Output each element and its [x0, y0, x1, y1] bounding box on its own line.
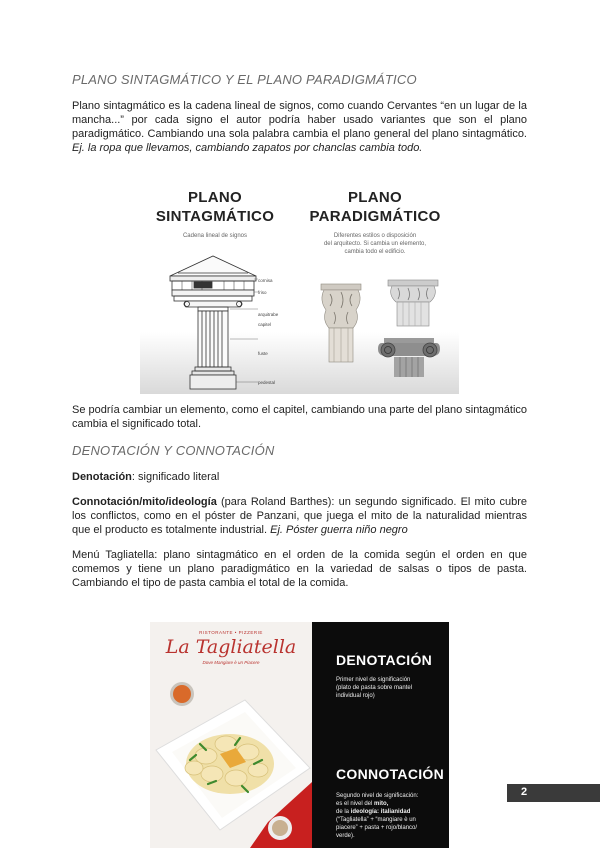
section-heading-denotacion: DENOTACIÓN Y CONNOTACIÓN [72, 443, 275, 458]
term-connotacion: Connotación/mito/ideología [72, 496, 217, 508]
page-number-badge [507, 784, 600, 802]
label-pedestal: pedestal [258, 380, 276, 385]
paragraph-text: Plano sintagmático es la cadena lineal de signos, como cuando Cervantes “en un lugar de la mancha...” por cada signo el autor podría haber usado variantes que son el plano paradigmático. Cambiando una sola palabra cambia el plano general del plano sintagmático. [72, 100, 527, 140]
fig1-left-title: PLANO SINTAGMÁTICO [155, 189, 275, 225]
connotacion-label: CONNOTACIÓN [336, 766, 445, 782]
brand-slogan: Dove Mangiare è un Piacere [202, 660, 260, 665]
label-cornisa: cornisa [258, 278, 273, 283]
corinthian-capital-image [318, 280, 364, 366]
connotacion-definition: (para Roland Barthes): un segundo significado. El mito cubre los conflictos, como en el póster de Panzani, que juega el mito de la naturalidad mientras que el producto es totalmente industrial. [72, 496, 527, 536]
label-capitel: capitel [258, 322, 272, 327]
fig1-right-subtitle: Diferentes estilos o disposición del arquitecto. Si cambia un elemento, cambia todo el edificio. [323, 233, 427, 255]
figure-planos [140, 180, 459, 394]
term-denotacion: Denotación [72, 471, 132, 483]
tagliatella-ad-image [150, 622, 312, 848]
brand-tagline-top: RISTORANTE • PIZZERIE [199, 630, 263, 635]
connotacion-description: Segundo nivel de significación: es el nivel del mito, de la ideología: italianidad (“Tagliatella” + “mangiare è un piacere” + pasta + rojo/blanco/ verde). [336, 793, 419, 839]
ionic-column-drawing [168, 254, 258, 392]
fig1-right-title: PLANO PARADIGMÁTICO [309, 189, 441, 225]
paragraph-connotacion [72, 495, 527, 537]
section-heading-plano: PLANO SINTAGMÁTICO Y EL PLANO PARADIGMÁTICO [72, 72, 417, 87]
label-friso: friso [258, 290, 267, 295]
pasta-plate-photo [150, 672, 312, 848]
denotacion-label: DENOTACIÓN [336, 652, 433, 668]
paragraph-example: Ej. la ropa que llevamos, cambiando zapatos por chanclas cambia todo. [72, 142, 423, 154]
label-arquitrabe: arquitrabe [258, 312, 279, 317]
brand-logo: La Tagliatella [165, 636, 297, 658]
label-fuste: fuste [258, 351, 268, 356]
page-number: 2 [521, 786, 528, 798]
fig1-left-subtitle: Cadena lineal de signos [182, 233, 248, 239]
denotacion-definition: : significado literal [131, 471, 220, 483]
paragraph-capitel: Se podría cambiar un elemento, como el capitel, cambiando una parte del plano sintagmático cambia el significado total. [72, 404, 527, 430]
denotacion-description: Primer nivel de significación (plato de pasta sobre mantel individual rojo) [336, 677, 413, 699]
ad-explanation-panel [312, 622, 449, 848]
composite-capital-image [384, 278, 442, 328]
figure-tagliatella [150, 622, 449, 848]
paragraph-denotacion [72, 470, 527, 484]
ionic-capital-image [378, 336, 440, 378]
paragraph-menu-tagliatella: Menú Tagliatella: plano sintagmático en el orden de la comida según el orden en que comemos y tiene un plano paradigmático en la variedad de salsas o tipos de pasta. Cambiando el tipo de pasta cambia el total de la comida. [72, 549, 527, 589]
connotacion-example: Ej. Póster guerra niño negro [270, 524, 408, 536]
paragraph-sintagmatico [72, 99, 527, 155]
